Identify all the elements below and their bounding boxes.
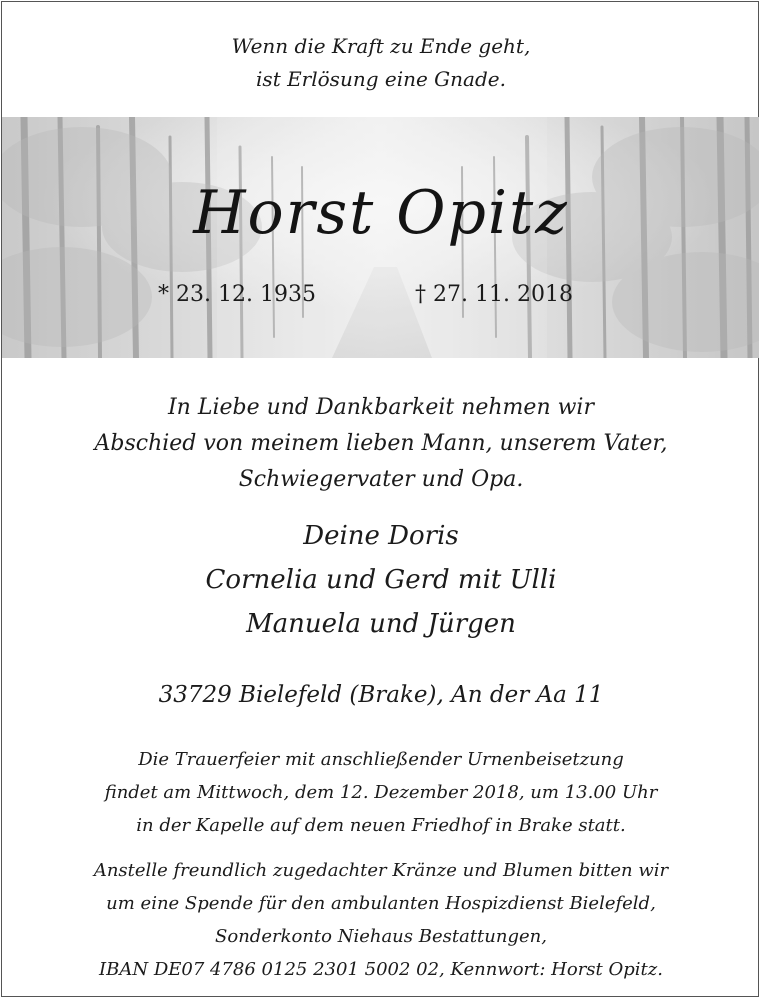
death-date: † 27. 11. 2018 xyxy=(415,282,573,307)
ceremony-line: findet am Mittwoch, dem 12. Dezember 2018, um 13.00 Uhr xyxy=(104,782,658,803)
family-names xyxy=(0,514,762,646)
donation-info xyxy=(0,854,762,986)
ceremony-line: Die Trauerfeier mit anschließender Urnenbeisetzung xyxy=(138,749,624,770)
address: 33729 Bielefeld (Brake), An der Aa 11 xyxy=(158,682,604,708)
motto xyxy=(0,30,762,96)
farewell-line: Abschied von meinem lieben Mann, unserem Vater, xyxy=(94,431,668,456)
birth-date: * 23. 12. 1935 xyxy=(158,282,316,307)
family-line: Deine Doris xyxy=(303,521,459,551)
farewell-text xyxy=(0,390,762,498)
family-line: Manuela und Jürgen xyxy=(246,609,516,639)
farewell-line: Schwiegervater und Opa. xyxy=(238,467,524,492)
motto-line: Wenn die Kraft zu Ende geht, xyxy=(231,34,531,58)
ceremony-line: in der Kapelle auf dem neuen Friedhof in Brake statt. xyxy=(136,815,626,836)
farewell-line: In Liebe und Dankbarkeit nehmen wir xyxy=(167,395,594,420)
donation-line: Anstelle freundlich zugedachter Kränze und Blumen bitten wir xyxy=(93,860,669,881)
donation-line: IBAN DE07 4786 0125 2301 5002 02, Kennwort: Horst Opitz. xyxy=(99,959,663,980)
donation-line: Sonderkonto Niehaus Bestattungen, xyxy=(215,926,547,947)
deceased-name: Horst Opitz xyxy=(193,178,569,248)
family-line: Cornelia und Gerd mit Ulli xyxy=(205,565,557,595)
ceremony-info xyxy=(0,743,762,842)
donation-line: um eine Spende für den ambulanten Hospizdienst Bielefeld, xyxy=(106,893,656,914)
motto-line: ist Erlösung eine Gnade. xyxy=(256,67,506,91)
